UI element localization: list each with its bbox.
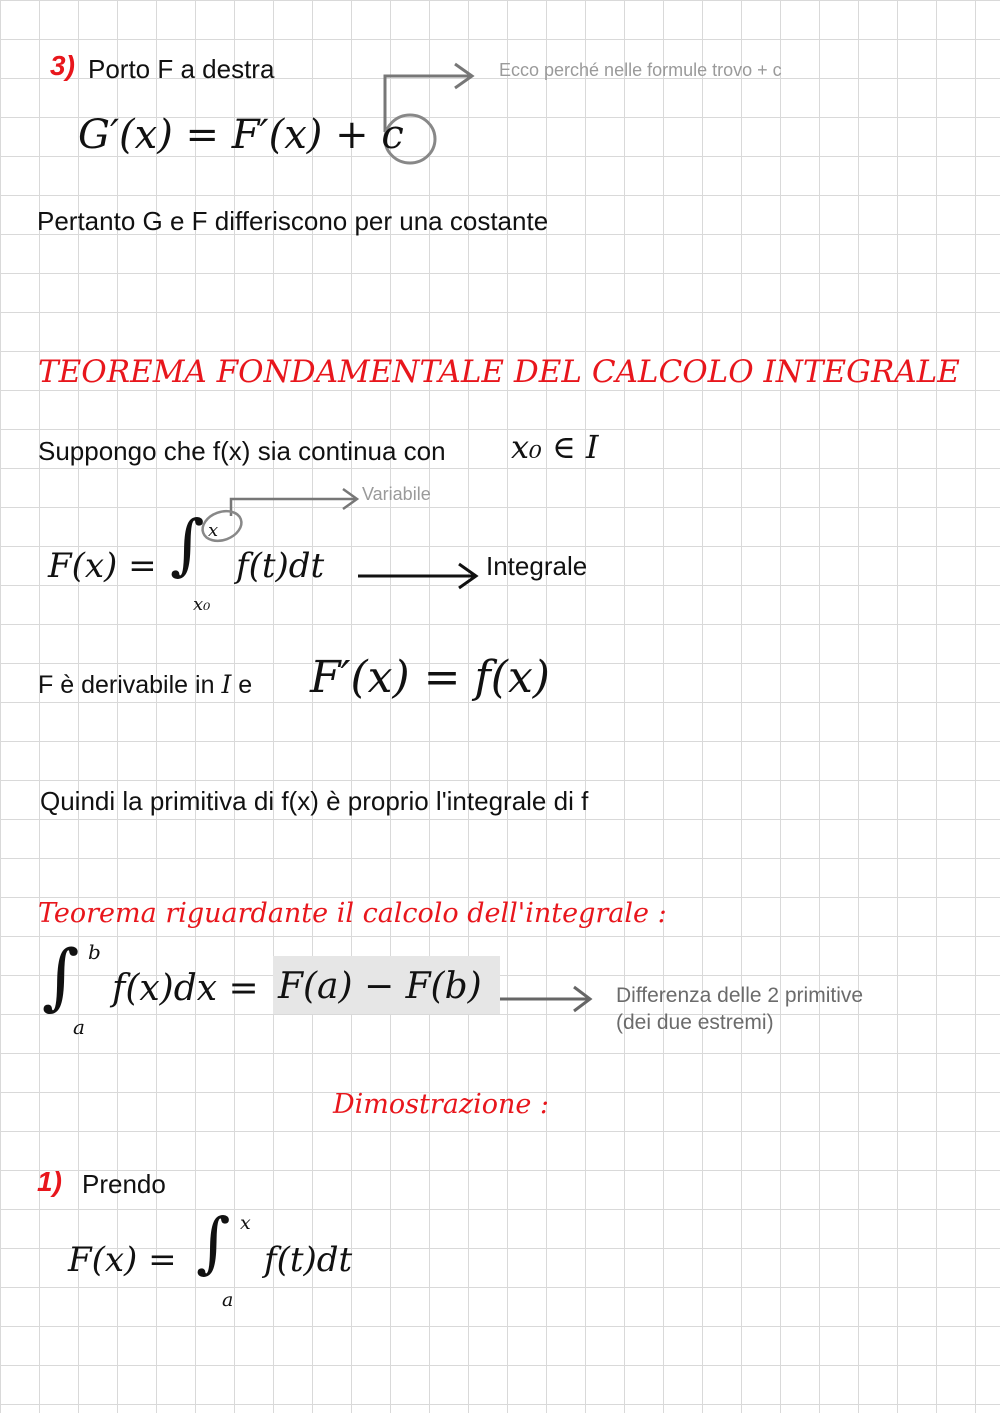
calc-rhs: F(a) − F(b)	[278, 966, 482, 1007]
step1-integrand: f(t)dt	[264, 1240, 353, 1280]
step3-constant: c	[381, 112, 404, 158]
conclusion-text: Pertanto G e F differiscono per una costante	[37, 206, 549, 236]
integral-def-lhs: F(x) =	[48, 546, 157, 586]
step1-lhs: F(x) =	[68, 1240, 177, 1280]
calc-note-line1: Differenza delle 2 primitive	[616, 984, 864, 1007]
calc-integrand: f(x)dx =	[112, 968, 259, 1009]
calc-integral-sign: ∫	[42, 934, 80, 1018]
integral-def-upper: x	[208, 520, 219, 541]
derivable-text-before: F è derivabile in	[38, 671, 215, 699]
derivable-interval: I	[221, 670, 232, 699]
step1-text: Prendo	[82, 1169, 166, 1199]
step3-note: Ecco perché nelle formule trovo + c	[499, 60, 782, 80]
suppose-text: Suppongo che f(x) sia continua con	[38, 436, 446, 466]
integral-label: Integrale	[486, 551, 588, 581]
calc-lower: a	[73, 1015, 85, 1039]
variable-note: Variabile	[362, 484, 431, 504]
step3-formula-lhs: G′(x) = F′(x) +	[78, 112, 382, 158]
integral-sign: ∫	[170, 506, 205, 583]
derivable-text-after: e	[238, 671, 253, 699]
calc-note-line2: (dei due estremi)	[616, 1011, 774, 1034]
calc-upper: b	[88, 940, 101, 964]
proof-title: Dimostrazione :	[333, 1089, 550, 1120]
integral-def-lower: x₀	[193, 594, 211, 615]
step1-number: 1)	[37, 1166, 62, 1197]
primitive-text: Quindi la primitiva di f(x) è proprio l'integrale di f	[40, 786, 589, 816]
calc-theorem-title: Teorema riguardante il calcolo dell'integrale :	[38, 898, 667, 929]
theorem-title: TEOREMA FONDAMENTALE DEL CALCOLO INTEGRALE	[38, 354, 960, 390]
step3-number: 3)	[50, 50, 75, 81]
step1-lower: a	[222, 1289, 234, 1311]
step1-integral-sign: ∫	[196, 1204, 231, 1281]
integral-def-integrand: f(t)dt	[236, 546, 325, 586]
step1-upper: x	[240, 1212, 251, 1234]
calc-note	[616, 982, 863, 1036]
derivable-formula: F′(x) = f(x)	[310, 652, 550, 703]
suppose-math: x₀ ∈ I	[511, 428, 599, 466]
step3-text: Porto F a destra	[88, 54, 275, 84]
